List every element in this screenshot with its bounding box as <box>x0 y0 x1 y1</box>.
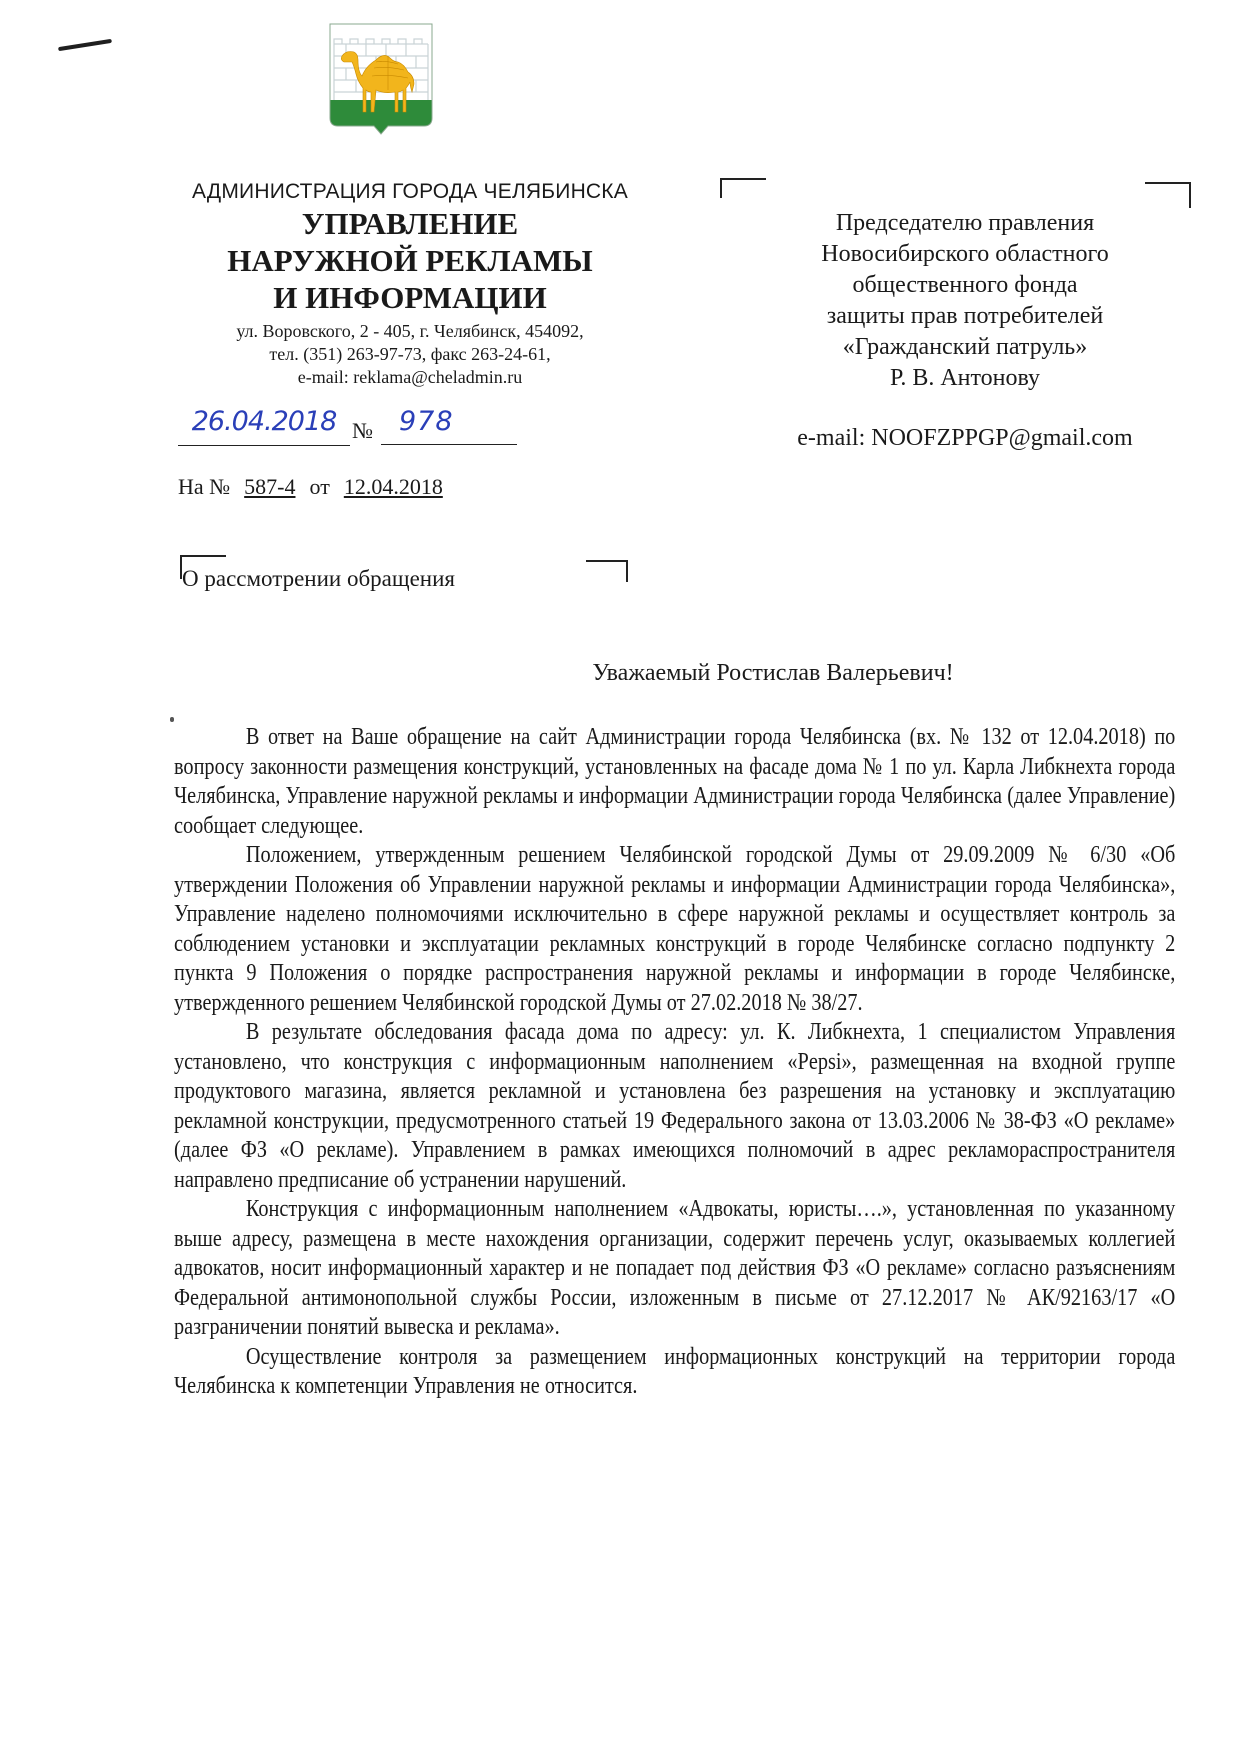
recipient-name: Р. В. Антонову <box>889 365 1041 391</box>
recipient-line: защиты прав потребителей <box>826 303 1104 329</box>
recipient-email: e-mail: NOOFZPPGP@gmail.com <box>797 425 1133 451</box>
recipient-block <box>740 208 1190 394</box>
registration-date: 26.04.2018 <box>178 405 350 446</box>
recipient-line: общественного фонда <box>852 272 1078 298</box>
department-line: УПРАВЛЕНИЕ <box>301 206 519 241</box>
org-email: e-mail: reklama@cheladmin.ru <box>297 367 523 387</box>
scan-speck <box>170 717 174 722</box>
reply-from: от <box>309 474 330 499</box>
reply-prefix: На № <box>178 474 231 499</box>
corner-bracket <box>586 560 628 582</box>
department-line: НАРУЖНОЙ РЕКЛАМЫ <box>227 243 593 278</box>
reply-reference <box>178 474 443 500</box>
coat-of-arms-icon <box>328 22 434 138</box>
reply-date: 12.04.2018 <box>343 474 443 499</box>
address: ул. Воровского, 2 - 405, г. Челябинск, 454092, <box>236 321 584 341</box>
letter-body <box>174 723 1175 1402</box>
number-label: № <box>352 418 373 443</box>
reply-number: 587-4 <box>244 474 296 499</box>
body-paragraph: Осуществление контроля за размещением информационных конструкций на территории города Челябинска к компетенции Управления не относится. <box>174 1343 1176 1399</box>
recipient-line: Новосибирского областного <box>821 241 1109 267</box>
contact-info <box>150 320 670 389</box>
body-paragraph: В результате обследования фасада дома по адресу: ул. К. Либкнехта, 1 специалистом Управления установлено, что конструкция с информационным наполнением «Pepsi», размещенная на входной группе продуктового магазина, является рекламной и установлена без разрешения на установку и эксплуатацию рекламной конструкции, предусмотренного статьей 19 Федерального закона от 13.03.2006 № 38-ФЗ «О рекламе» (далее ФЗ «О рекламе). Управлением в рамках имеющихся полномочий в адрес рекламораспространителя направлено предписание об устранении нарушений. <box>174 1019 1176 1193</box>
subject-line: О рассмотрении обращения <box>182 566 455 591</box>
body-paragraph: Конструкция с информационным наполнением «Адвокаты, юристы….», установленная по указанному выше адресу, размещена в месте нахождения организации, содержит перечень услуг, оказываемых коллегией адвокатов, носит информационный характер и не попадает под действия ФЗ «О рекламе» согласно разъяснениям Федеральной антимонопольной службы России, изложенным в письме от 27.12.2017 № АК/92163/17 «О разграничении понятий вывеска и реклама». <box>174 1196 1176 1340</box>
corner-bracket <box>1145 182 1191 208</box>
phone: тел. (351) 263-97-73, факс 263-24-61, <box>269 344 551 364</box>
recipient-line: Председателю правления <box>835 210 1095 236</box>
salutation: Уважаемый Ростислав Валерьевич! <box>592 660 954 686</box>
department-name <box>150 205 670 316</box>
admin-name: АДМИНИСТРАЦИЯ ГОРОДА ЧЕЛЯБИНСКА <box>192 180 628 203</box>
recipient-line: «Гражданский патруль» <box>842 334 1088 360</box>
department-line: И ИНФОРМАЦИИ <box>273 280 547 315</box>
registration-number: 978 <box>381 405 517 445</box>
body-paragraph: В ответ на Ваше обращение на сайт Администрации города Челябинска (вх. № 132 от 12.04.2018) по вопросу законности размещения конструкций, установленных на фасаде дома № 1 по ул. Карла Либкнехта города Челябинска, Управление наружной рекламы и информации Администрации города Челябинска (далее Управление) сообщает следующее. <box>174 724 1176 839</box>
registration-line <box>178 405 518 445</box>
pen-mark <box>58 39 112 51</box>
body-paragraph: Положением, утвержденным решением Челябинской городской Думы от 29.09.2009 № 6/30 «Об утверждении Положения об Управлении наружной рекламы и информации Администрации города Челябинска», Управление наделено полномочиями исключительно в сфере наружной рекламы и осуществляет контроль за соблюдением установки и эксплуатации рекламных конструкций в городе Челябинске согласно подпункту 2 пункта 9 Положения о порядке распространения наружной рекламы и информации в городе Челябинске, утвержденного решением Челябинской городской Думы от 27.02.2018 № 38/27. <box>174 842 1176 1016</box>
corner-bracket <box>720 178 766 198</box>
